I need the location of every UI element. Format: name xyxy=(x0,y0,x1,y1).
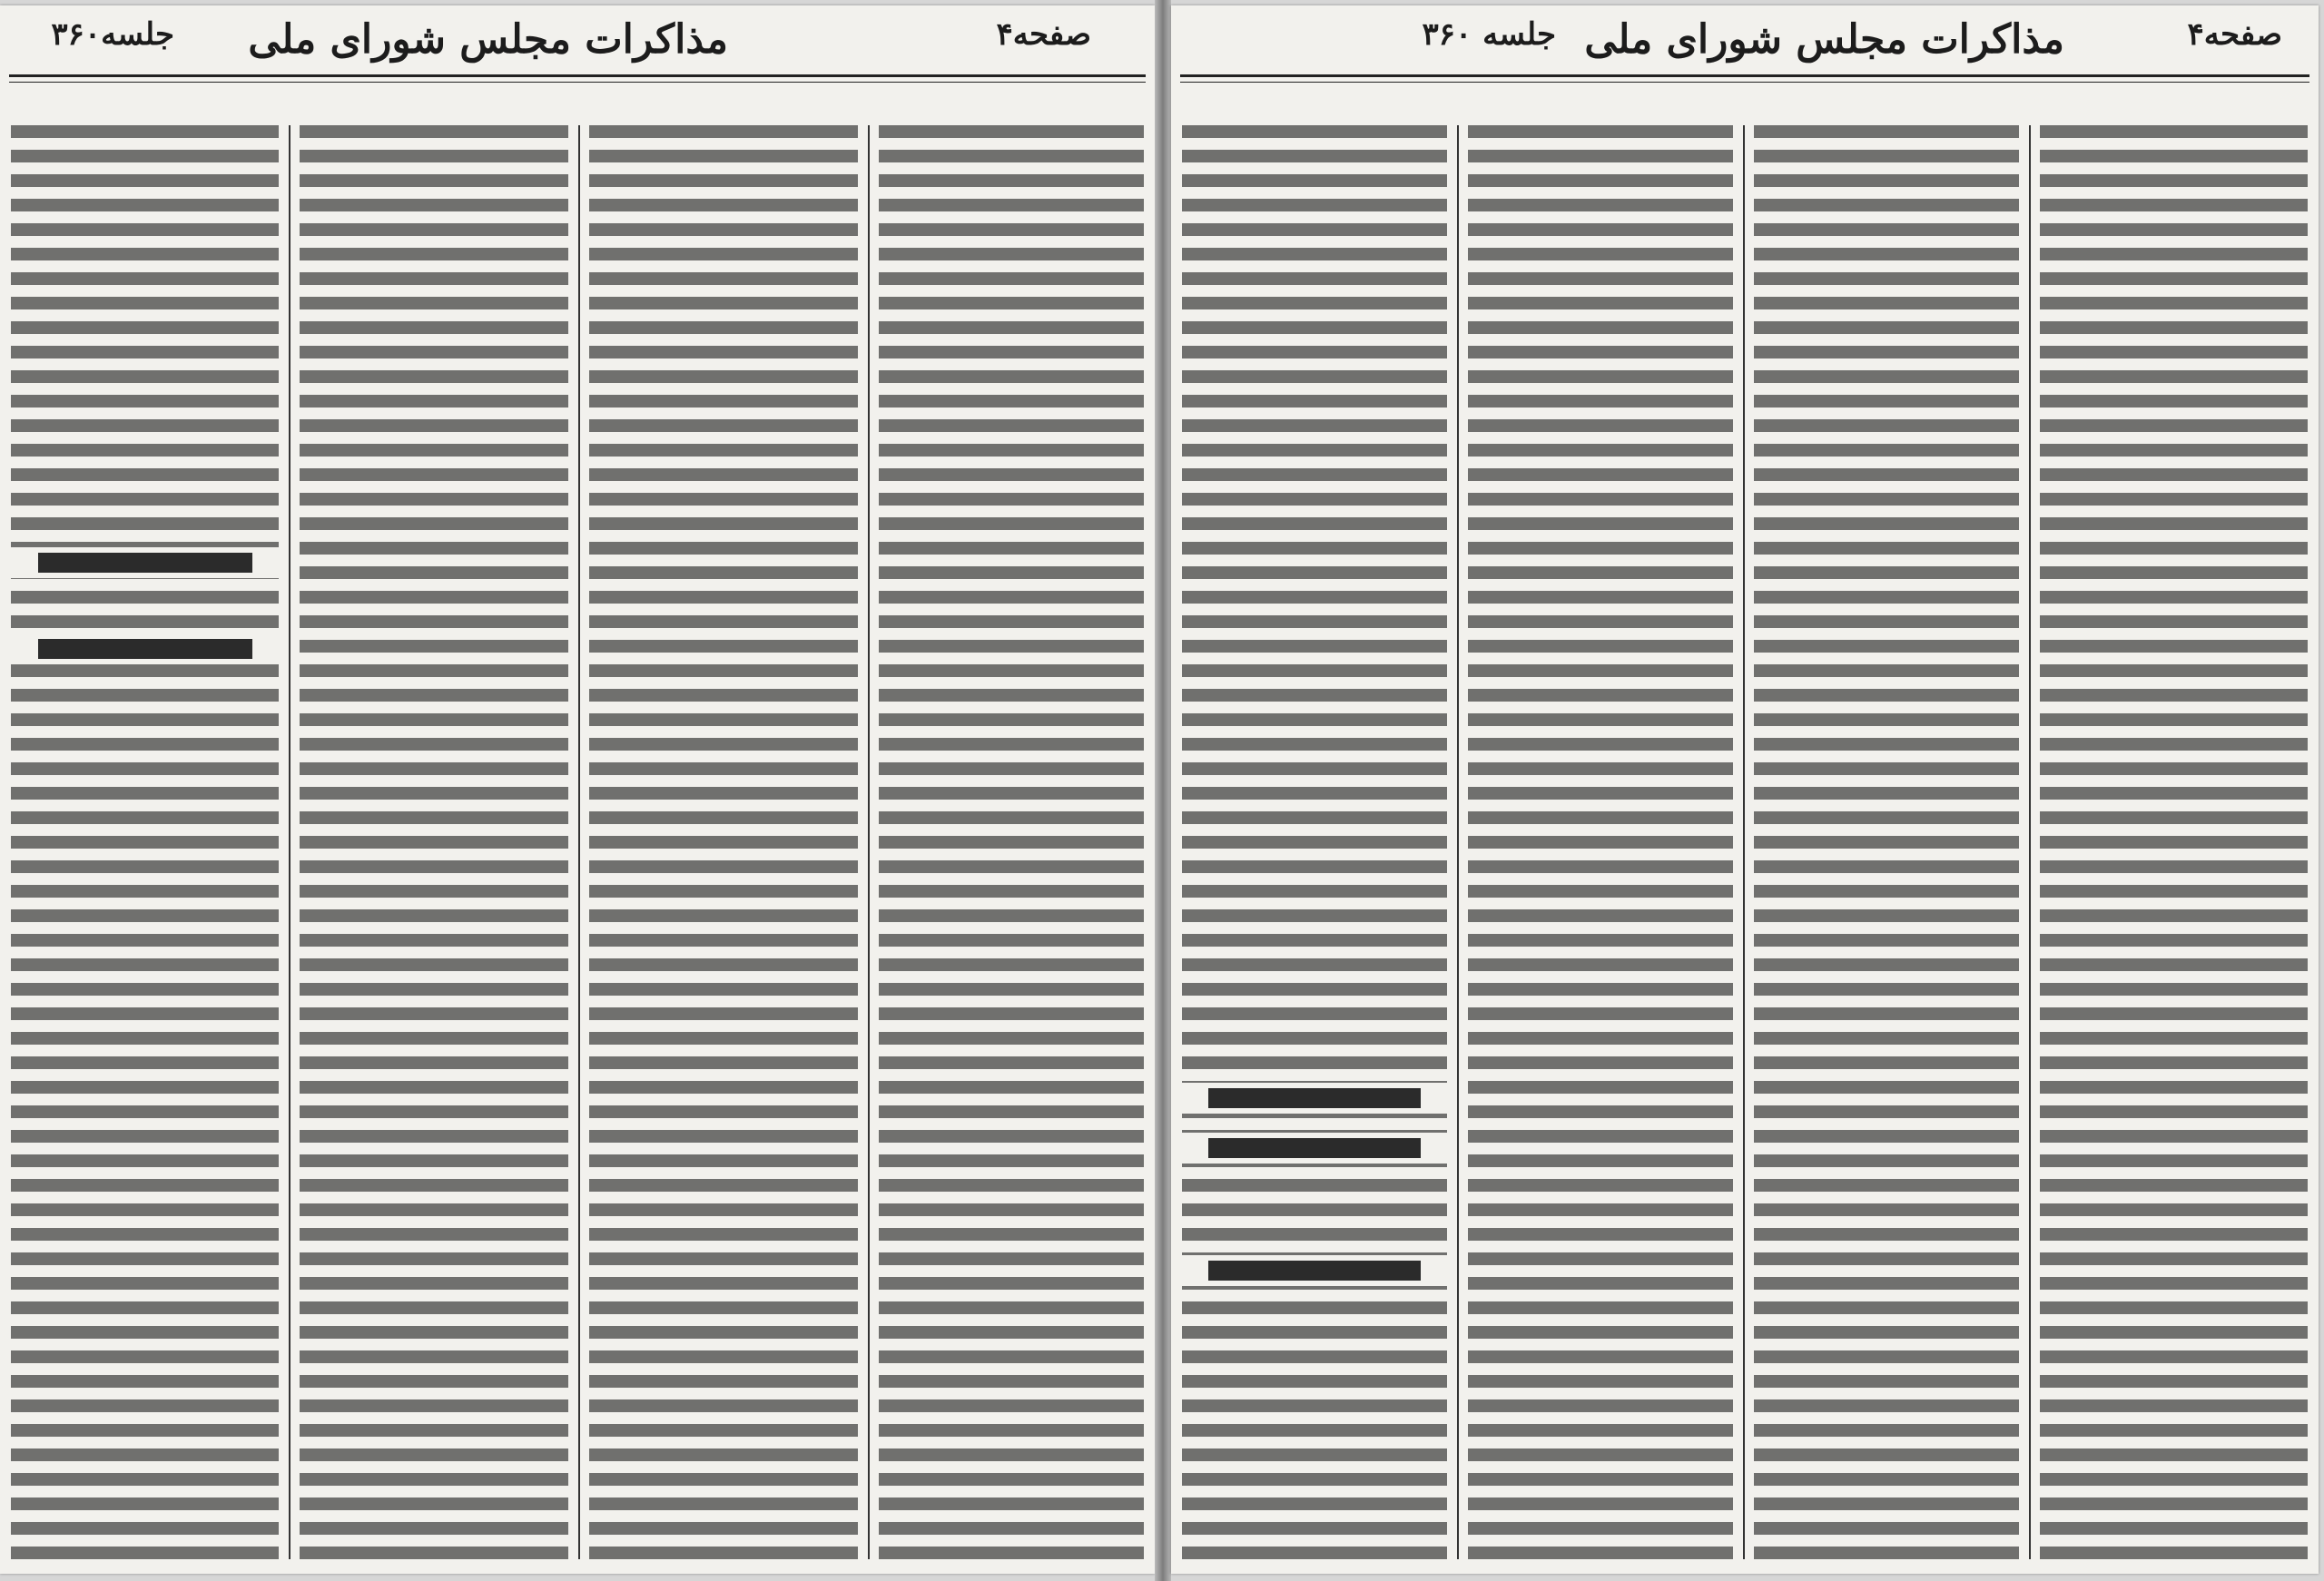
left-column-1 xyxy=(11,125,279,1559)
right-column-divider xyxy=(1457,125,1459,1559)
left-column-3 xyxy=(589,125,858,1559)
right-header-rule-thin xyxy=(1180,82,2309,83)
speaker-heading xyxy=(11,633,279,664)
left-column-divider xyxy=(578,125,580,1559)
speaker-heading xyxy=(11,547,279,578)
left-header-rule xyxy=(9,74,1146,77)
left-columns xyxy=(11,125,1144,1559)
left-page-header xyxy=(0,5,1155,114)
right-column-4 xyxy=(2040,125,2308,1559)
speaker-heading xyxy=(1182,1133,1447,1164)
right-session-number: جلسه ۳۶۰ xyxy=(1422,16,1556,53)
left-session-number: جلسه۳۶۰ xyxy=(51,16,174,53)
speaker-heading xyxy=(1182,1255,1447,1286)
left-column-divider xyxy=(868,125,870,1559)
right-column-1 xyxy=(1182,125,1447,1559)
right-page xyxy=(1171,5,2319,1574)
right-page-title: مذاکرات مجلس شورای ملی xyxy=(1584,16,2064,63)
left-page xyxy=(0,5,1155,1574)
left-page-number: صفحه۴ xyxy=(996,16,1091,53)
left-column-4 xyxy=(879,125,1144,1559)
left-column-2 xyxy=(300,125,568,1559)
right-column-divider xyxy=(2029,125,2031,1559)
left-page-title: مذاکرات مجلس شورای ملی xyxy=(248,16,728,63)
right-page-number: صفحه۴ xyxy=(2187,16,2282,53)
right-page-header xyxy=(1171,5,2319,114)
right-columns xyxy=(1182,125,2308,1559)
right-column-3 xyxy=(1754,125,2019,1559)
left-column-divider xyxy=(289,125,290,1559)
right-column-2 xyxy=(1468,125,1733,1559)
right-column-divider xyxy=(1743,125,1745,1559)
left-header-rule-thin xyxy=(9,82,1146,83)
binding-gutter xyxy=(1155,0,1171,1581)
right-header-rule xyxy=(1180,74,2309,77)
speaker-heading xyxy=(1182,1083,1447,1114)
